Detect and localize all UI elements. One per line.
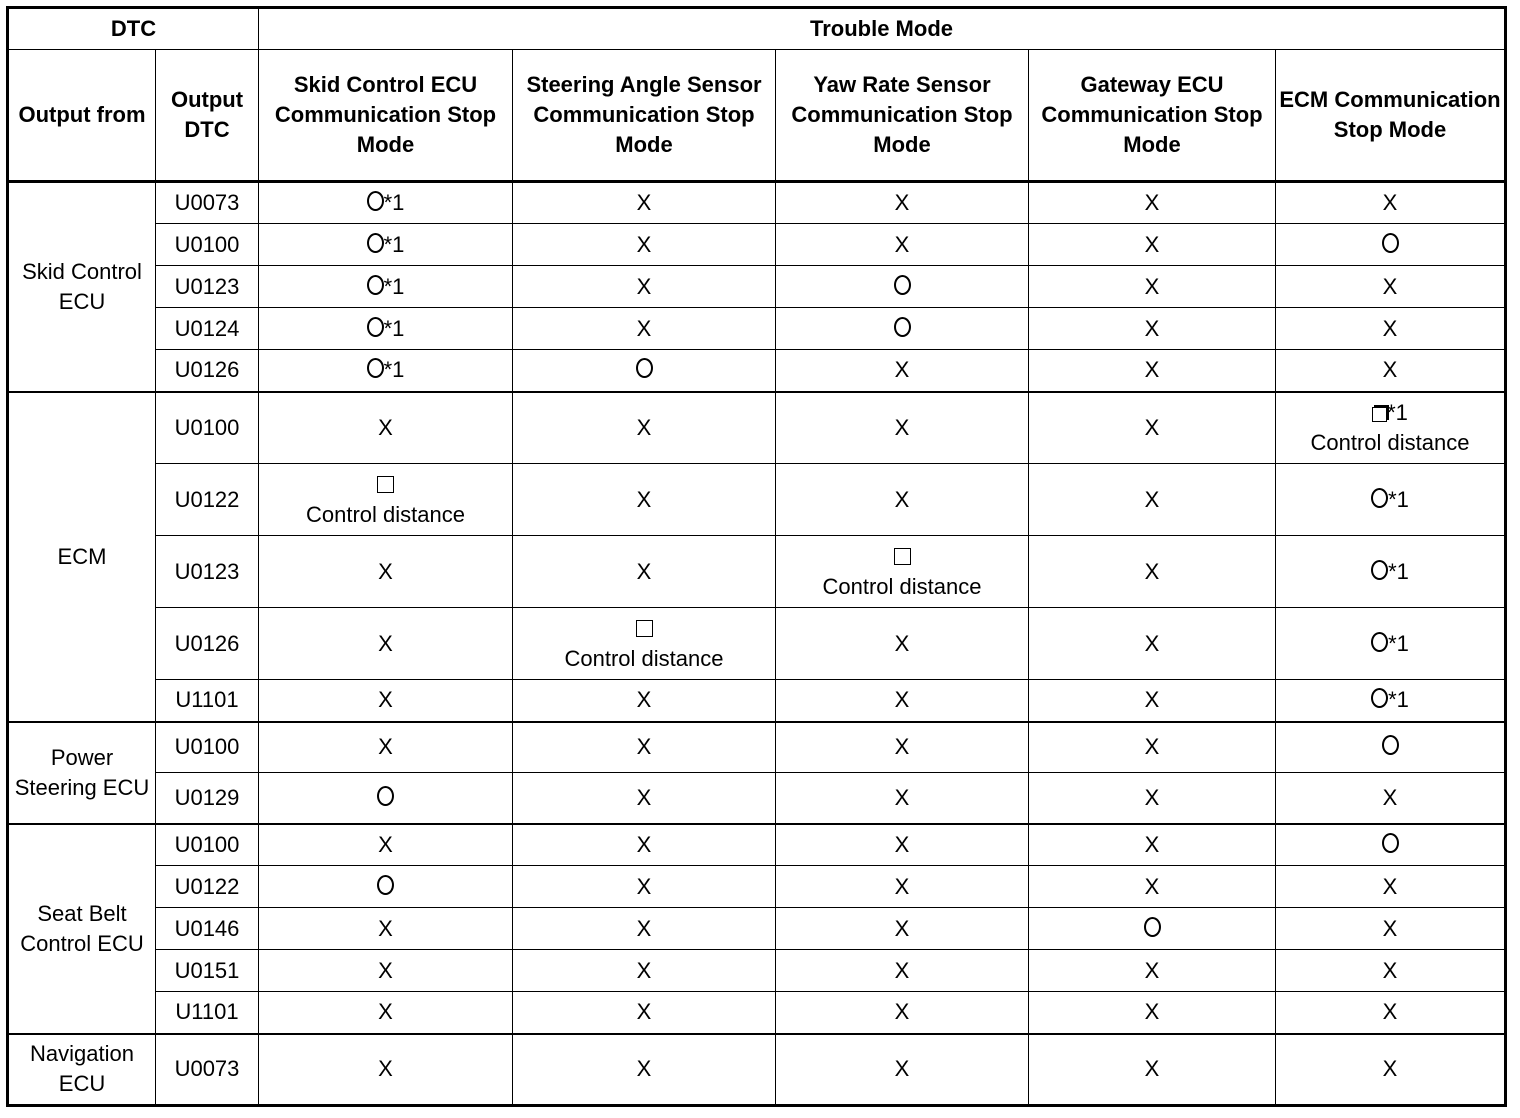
mode-cell [1029, 908, 1276, 950]
mode-cell [259, 536, 513, 608]
circle-mark-icon [1371, 488, 1388, 508]
mode-cell [513, 950, 776, 992]
output-from-cell: Navigation ECU [8, 1034, 156, 1106]
output-dtc-cell: U0100 [156, 824, 259, 866]
table-row [8, 182, 1506, 224]
circle-mark-icon [1144, 917, 1161, 937]
mode-cell [513, 866, 776, 908]
x-mark: X [894, 630, 910, 656]
x-mark: X [1144, 315, 1160, 341]
x-mark: X [894, 190, 910, 215]
x-mark: X [1144, 273, 1160, 299]
square-mark-icon [894, 548, 911, 565]
mode-cell [776, 536, 1029, 608]
mode-cell [1276, 824, 1506, 866]
x-mark: X [1144, 1056, 1160, 1082]
x-mark: X [378, 687, 393, 713]
mode-cell [1029, 773, 1276, 824]
control-distance-label: Control distance [564, 645, 724, 671]
mode-cell [259, 908, 513, 950]
footnote-ref: *1 [383, 231, 405, 257]
x-mark: X [636, 231, 652, 257]
header-row-1 [8, 8, 1506, 50]
circle-mark-icon [367, 358, 384, 378]
x-mark: X [1144, 873, 1160, 899]
x-mark: X [378, 915, 393, 941]
mode-cell [259, 308, 513, 350]
table-row [8, 308, 1506, 350]
x-mark: X [378, 734, 393, 760]
x-mark: X [1144, 687, 1160, 713]
control-distance-label: Control distance [1310, 429, 1470, 455]
x-mark: X [1382, 873, 1398, 899]
x-mark: X [1382, 915, 1398, 941]
x-mark: X [636, 687, 652, 713]
mode-cell [1029, 992, 1276, 1034]
mode-cell [776, 824, 1029, 866]
x-mark: X [1382, 357, 1398, 383]
mode-cell [259, 773, 513, 824]
mode-cell [1029, 392, 1276, 464]
x-mark: X [1144, 486, 1160, 512]
table-row [8, 608, 1506, 680]
mode-cell [513, 608, 776, 680]
x-mark: X [1382, 315, 1398, 341]
mode-cell [1029, 266, 1276, 308]
mode-cell [1276, 950, 1506, 992]
mode-cell [259, 824, 513, 866]
footnote-ref: *1 [1388, 630, 1409, 656]
square-mark-icon [377, 476, 394, 493]
output-dtc-cell: U0126 [156, 350, 259, 392]
x-mark: X [1144, 784, 1160, 810]
x-mark: X [894, 734, 910, 760]
circle-mark-icon [1382, 833, 1399, 853]
mode-cell [513, 1034, 776, 1106]
mode-cell [259, 182, 513, 224]
square-mark-icon [636, 620, 653, 637]
mode-cell [513, 392, 776, 464]
mode-cell [1276, 722, 1506, 773]
x-mark: X [636, 1056, 652, 1082]
mode-cell [513, 536, 776, 608]
x-mark: X [894, 231, 910, 257]
mode-cell [259, 392, 513, 464]
table-row [8, 992, 1506, 1034]
mode-cell [1029, 608, 1276, 680]
x-mark: X [378, 999, 393, 1025]
mode-cell [513, 308, 776, 350]
x-mark: X [1144, 414, 1160, 440]
x-mark: X [636, 414, 652, 440]
x-mark: X [894, 486, 910, 512]
mode-cell [259, 950, 513, 992]
x-mark: X [378, 558, 393, 584]
x-mark: X [1144, 957, 1160, 983]
x-mark: X [1144, 558, 1160, 584]
table-row [8, 266, 1506, 308]
mode-cell [259, 224, 513, 266]
mode-cell [776, 266, 1029, 308]
mode-cell [1276, 773, 1506, 824]
circle-mark-icon [1371, 632, 1388, 652]
circle-mark-icon [894, 317, 911, 337]
x-mark: X [894, 1056, 910, 1082]
x-mark: X [894, 999, 910, 1025]
output-dtc-cell: U0122 [156, 866, 259, 908]
mode-cell [776, 680, 1029, 722]
x-mark: X [1144, 734, 1160, 760]
x-mark: X [894, 687, 910, 713]
output-dtc-cell: U0123 [156, 266, 259, 308]
x-mark: X [636, 999, 652, 1025]
mode-cell [513, 773, 776, 824]
x-mark: X [1144, 231, 1160, 257]
x-mark: X [1382, 273, 1398, 299]
header-row-2 [8, 50, 1506, 182]
mode-cell [1276, 350, 1506, 392]
x-mark: X [1382, 784, 1398, 810]
circle-mark-icon [377, 786, 394, 806]
table-row [8, 392, 1506, 464]
circle-mark-icon [367, 317, 384, 337]
x-mark: X [894, 414, 910, 440]
output-dtc-cell: U0123 [156, 536, 259, 608]
mode-cell [776, 773, 1029, 824]
output-dtc-cell: U0151 [156, 950, 259, 992]
mode-cell [776, 908, 1029, 950]
mode-cell [1276, 908, 1506, 950]
table-row [8, 722, 1506, 773]
mode-cell [776, 392, 1029, 464]
x-mark: X [636, 831, 652, 857]
table-row [8, 908, 1506, 950]
mode-cell [1029, 722, 1276, 773]
output-dtc-cell: U0073 [156, 1034, 259, 1106]
mode-cell [1029, 182, 1276, 224]
footnote-ref: *1 [383, 273, 405, 299]
output-from-header: Output from [8, 50, 156, 182]
x-mark: X [894, 915, 910, 941]
mode-header-ecm: ECM Communication Stop Mode [1276, 50, 1506, 182]
mode-cell [776, 722, 1029, 773]
mode-cell [1276, 266, 1506, 308]
circle-mark-icon [894, 275, 911, 295]
mode-cell [259, 1034, 513, 1106]
trouble-mode-header: Trouble Mode [259, 8, 1506, 50]
x-mark: X [894, 831, 910, 857]
mode-cell [1029, 1034, 1276, 1106]
x-mark: X [894, 784, 910, 810]
mode-cell [1276, 866, 1506, 908]
x-mark: X [378, 414, 393, 440]
mode-cell [259, 464, 513, 536]
output-dtc-cell: U0122 [156, 464, 259, 536]
mode-cell [513, 182, 776, 224]
x-mark: X [894, 957, 910, 983]
x-mark: X [636, 190, 652, 215]
mode-cell [1276, 392, 1506, 464]
x-mark: X [894, 873, 910, 899]
mode-cell [259, 266, 513, 308]
mode-cell [513, 824, 776, 866]
circle-mark-icon [636, 358, 653, 378]
x-mark: X [636, 273, 652, 299]
mode-cell [259, 350, 513, 392]
mode-cell [776, 182, 1029, 224]
circle-mark-icon [367, 191, 384, 211]
x-mark: X [1382, 999, 1398, 1025]
x-mark: X [378, 831, 393, 857]
output-from-cell: Seat Belt Control ECU [8, 824, 156, 1034]
output-dtc-header: Output DTC [156, 50, 259, 182]
square-mark-icon [1372, 407, 1387, 422]
circle-mark-icon [367, 233, 384, 253]
output-dtc-cell: U0146 [156, 908, 259, 950]
x-mark: X [1144, 831, 1160, 857]
table-body [8, 182, 1506, 1106]
mode-header-gateway: Gateway ECU Communication Stop Mode [1029, 50, 1276, 182]
dtc-trouble-mode-table [6, 6, 1507, 1107]
mode-cell [776, 464, 1029, 536]
x-mark: X [636, 957, 652, 983]
output-dtc-cell: U0129 [156, 773, 259, 824]
mode-cell [513, 464, 776, 536]
output-dtc-cell: U0100 [156, 392, 259, 464]
mode-cell [259, 866, 513, 908]
mode-cell [776, 992, 1029, 1034]
footnote-ref: *1 [1388, 486, 1409, 512]
x-mark: X [1144, 630, 1160, 656]
table-row [8, 866, 1506, 908]
mode-cell [259, 722, 513, 773]
mode-cell [1029, 950, 1276, 992]
mode-cell [1276, 536, 1506, 608]
x-mark: X [378, 630, 393, 656]
footnote-ref: *1 [1388, 687, 1409, 713]
x-mark: X [636, 315, 652, 341]
mode-cell [259, 992, 513, 1034]
mode-cell [1276, 1034, 1506, 1106]
x-mark: X [1382, 190, 1398, 215]
circle-mark-icon [1371, 688, 1388, 708]
mode-cell [776, 224, 1029, 266]
x-mark: X [894, 357, 910, 383]
mode-cell [1276, 182, 1506, 224]
output-dtc-cell: U1101 [156, 992, 259, 1034]
mode-cell [1029, 866, 1276, 908]
x-mark: X [378, 1056, 393, 1082]
mode-cell [1276, 680, 1506, 722]
table-row [8, 824, 1506, 866]
mode-cell [776, 1034, 1029, 1106]
output-dtc-cell: U0073 [156, 182, 259, 224]
x-mark: X [1144, 999, 1160, 1025]
output-from-cell: Power Steering ECU [8, 722, 156, 824]
table-row [8, 536, 1506, 608]
x-mark: X [1144, 357, 1160, 383]
x-mark: X [636, 558, 652, 584]
mode-cell [513, 908, 776, 950]
circle-mark-icon [377, 875, 394, 895]
mode-cell [1276, 608, 1506, 680]
mode-header-skid-control: Skid Control ECU Communication Stop Mode [259, 50, 513, 182]
mode-cell [259, 608, 513, 680]
mode-cell [259, 680, 513, 722]
circle-mark-icon [367, 275, 384, 295]
mode-cell [1276, 464, 1506, 536]
mode-cell [776, 308, 1029, 350]
table-row [8, 224, 1506, 266]
mode-cell [513, 992, 776, 1034]
dtc-header: DTC [8, 8, 259, 50]
mode-cell [776, 608, 1029, 680]
x-mark: X [1144, 190, 1160, 215]
footnote-ref: *1 [383, 315, 405, 341]
footnote-ref: *1 [1387, 399, 1408, 425]
mode-cell [776, 950, 1029, 992]
output-dtc-cell: U0100 [156, 224, 259, 266]
output-dtc-cell: U0124 [156, 308, 259, 350]
mode-cell [1276, 992, 1506, 1034]
circle-mark-icon [1371, 560, 1388, 580]
mode-cell [1029, 224, 1276, 266]
mode-cell [1276, 224, 1506, 266]
mode-cell [1029, 536, 1276, 608]
output-from-cell: Skid Control ECU [8, 182, 156, 392]
output-dtc-cell: U0126 [156, 608, 259, 680]
footnote-ref: *1 [383, 357, 405, 383]
x-mark: X [378, 957, 393, 983]
mode-header-yaw-rate: Yaw Rate Sensor Communication Stop Mode [776, 50, 1029, 182]
table-row [8, 680, 1506, 722]
mode-cell [513, 722, 776, 773]
control-distance-label: Control distance [306, 501, 465, 527]
table-row [8, 350, 1506, 392]
mode-cell [1029, 350, 1276, 392]
mode-cell [1029, 680, 1276, 722]
x-mark: X [636, 486, 652, 512]
x-mark: X [1382, 1056, 1398, 1082]
mode-cell [1029, 464, 1276, 536]
control-distance-label: Control distance [822, 573, 982, 599]
x-mark: X [636, 915, 652, 941]
table-row [8, 773, 1506, 824]
mode-cell [1029, 824, 1276, 866]
output-from-cell: ECM [8, 392, 156, 722]
table-row [8, 464, 1506, 536]
output-dtc-cell: U1101 [156, 680, 259, 722]
table-row [8, 950, 1506, 992]
mode-cell [513, 350, 776, 392]
table-row [8, 1034, 1506, 1106]
x-mark: X [636, 873, 652, 899]
output-dtc-cell: U0100 [156, 722, 259, 773]
mode-cell [513, 680, 776, 722]
footnote-ref: *1 [383, 190, 405, 215]
mode-cell [1029, 308, 1276, 350]
x-mark: X [1382, 957, 1398, 983]
footnote-ref: *1 [1388, 558, 1409, 584]
mode-cell [776, 866, 1029, 908]
mode-cell [513, 224, 776, 266]
circle-mark-icon [1382, 735, 1399, 755]
mode-cell [776, 350, 1029, 392]
mode-header-steering-angle: Steering Angle Sensor Communication Stop Mode [513, 50, 776, 182]
mode-cell [1276, 308, 1506, 350]
dtc-trouble-mode-table-wrapper [6, 6, 1507, 1107]
x-mark: X [636, 734, 652, 760]
x-mark: X [636, 784, 652, 810]
mode-cell [513, 266, 776, 308]
circle-mark-icon [1382, 233, 1399, 253]
